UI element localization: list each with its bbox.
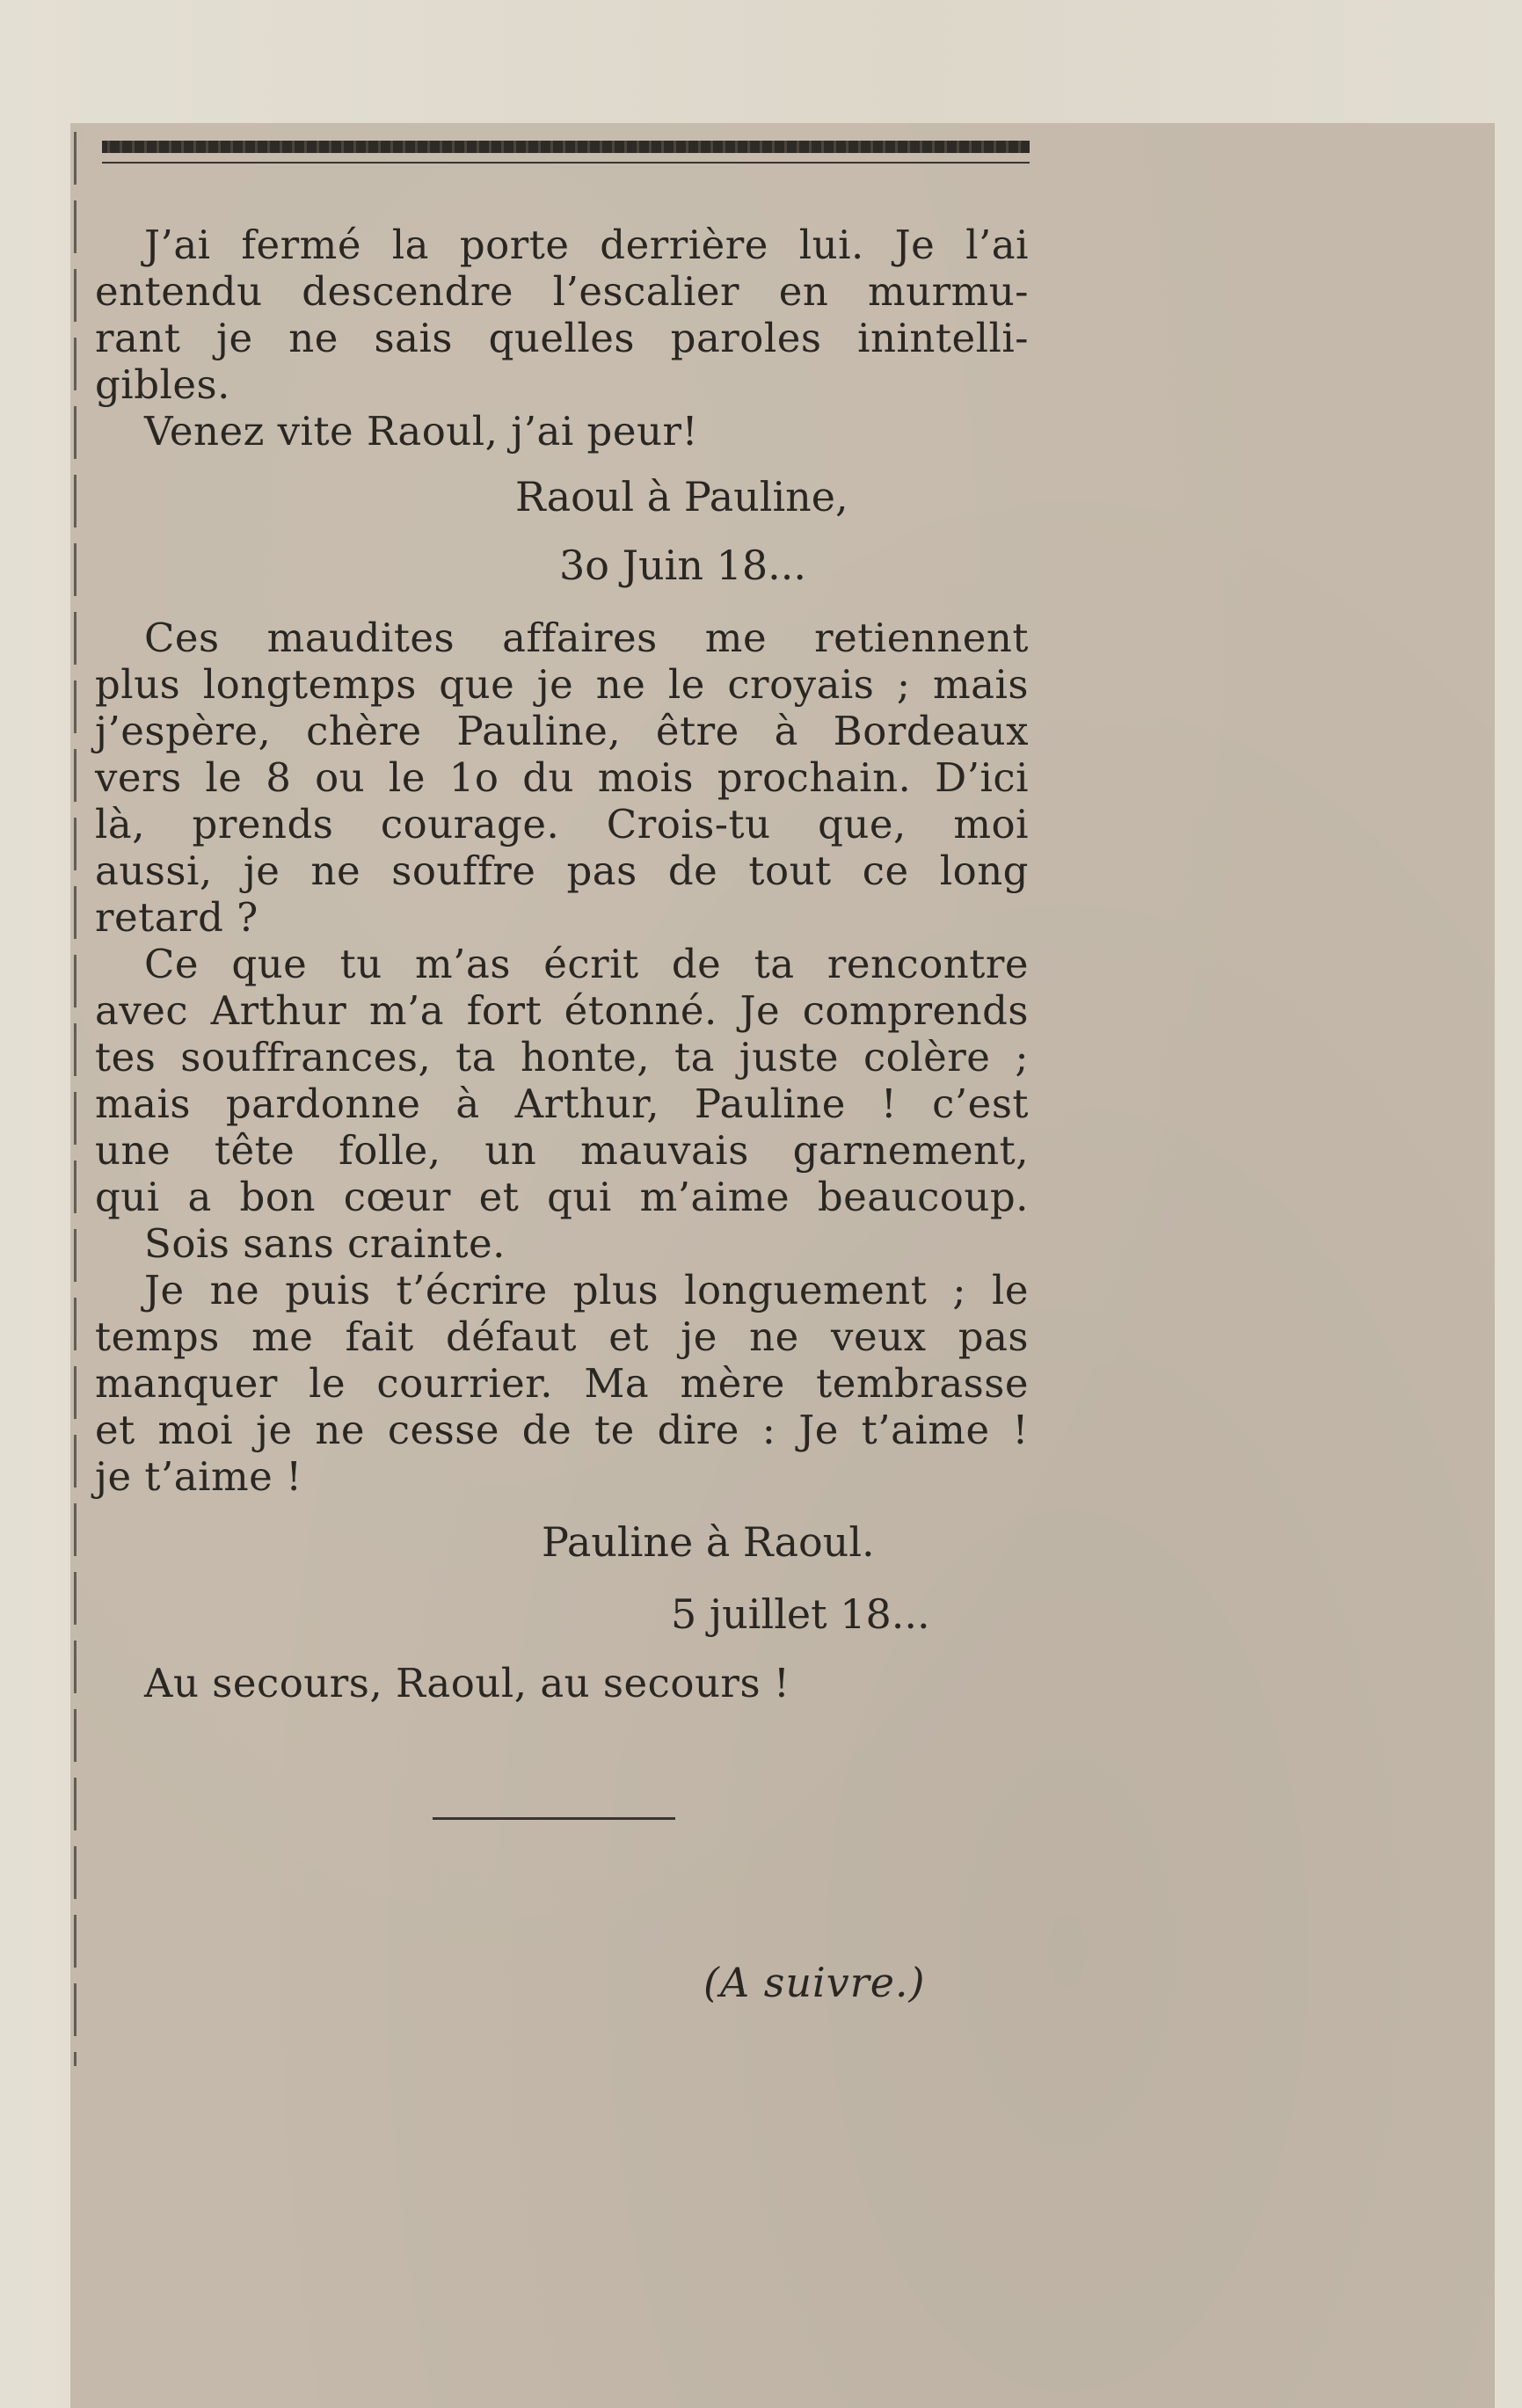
text-line: gibles. bbox=[95, 361, 230, 408]
text-line: une tête folle, un mauvais garnement, bbox=[95, 1127, 1029, 1174]
text-line: Je ne puis t’écrire plus longuement ; le bbox=[144, 1267, 1029, 1313]
text-line: retard ? bbox=[95, 894, 259, 941]
text-column bbox=[95, 222, 1029, 1706]
letter-closing: Venez vite Raoul, j’ai peur! bbox=[144, 408, 699, 455]
letter-date: 5 juillet 18... bbox=[671, 1590, 930, 1638]
ornamental-header-rule bbox=[102, 141, 1030, 153]
text-line: vers le 8 ou le 1o du mois prochain. D’ici bbox=[95, 754, 1029, 801]
clipping-cut-edge bbox=[74, 132, 76, 2066]
text-line: je t’aime ! bbox=[95, 1453, 302, 1500]
text-line: mais pardonne à Arthur, Pauline ! c’est bbox=[95, 1080, 1029, 1127]
text-line: Ce que tu m’as écrit de ta rencontre bbox=[144, 941, 1029, 987]
to-be-continued: (A suivre.) bbox=[703, 1959, 926, 2006]
text-line: j’espère, chère Pauline, être à Bordeaux bbox=[95, 708, 1029, 754]
text-line: plus longtemps que je ne le croyais ; mais bbox=[95, 661, 1029, 708]
text-line: Ces maudites affaires me retiennent bbox=[144, 615, 1029, 661]
text-line: aussi, je ne souffre pas de tout ce long bbox=[95, 848, 1029, 894]
header-thin-rule bbox=[102, 162, 1030, 164]
letter-date: 3o Juin 18... bbox=[559, 542, 807, 589]
letter-heading: Raoul à Pauline, bbox=[515, 473, 848, 520]
text-line: Sois sans crainte. bbox=[144, 1220, 506, 1267]
letter-heading: Pauline à Raoul. bbox=[542, 1518, 875, 1566]
text-line: avec Arthur m’a fort étonné. Je comprends bbox=[95, 987, 1029, 1034]
text-line: temps me fait défaut et je ne veux pas bbox=[95, 1313, 1029, 1360]
text-line: J’ai fermé la porte derrière lui. Je l’ai bbox=[144, 222, 1029, 268]
text-line: entendu descendre l’escalier en murmu- bbox=[95, 268, 1029, 315]
text-line: tes souffrances, ta honte, ta juste colère ; bbox=[95, 1034, 1029, 1080]
text-line: qui a bon cœur et qui m’aime beaucoup. bbox=[95, 1174, 1029, 1220]
section-end-rule bbox=[433, 1817, 675, 1820]
text-line: manquer le courrier. Ma mère tembrasse bbox=[95, 1360, 1029, 1407]
text-line: là, prends courage. Crois-tu que, moi bbox=[95, 801, 1029, 848]
text-line: rant je ne sais quelles paroles inintelli- bbox=[95, 315, 1029, 361]
text-line: et moi je ne cesse de te dire : Je t’aime ! bbox=[95, 1407, 1029, 1453]
text-line: Au secours, Raoul, au secours ! bbox=[144, 1660, 790, 1706]
